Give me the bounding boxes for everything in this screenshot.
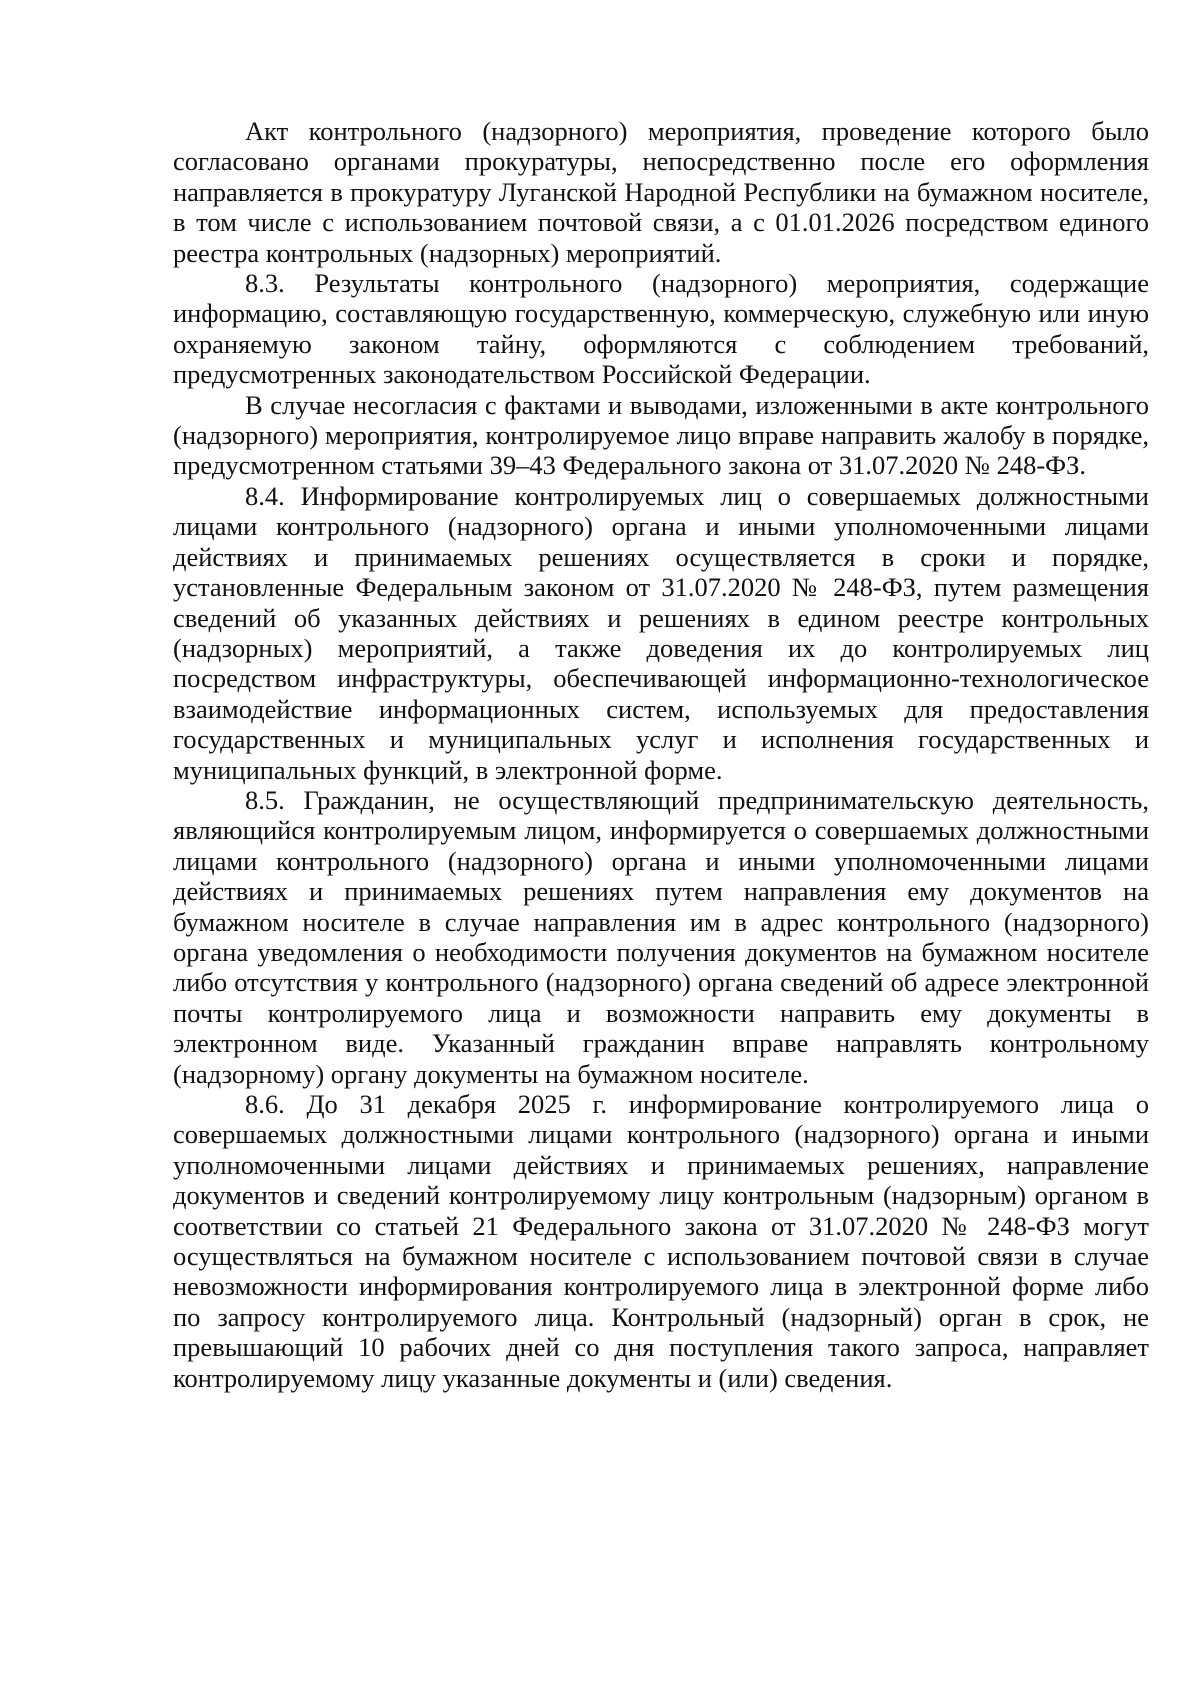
paragraph-act-submission: Акт контрольного (надзорного) мероприятия, проведение которого было согласовано органами прокуратуры, непосредственно после его оформления направляется в прокуратуру Луганской Народной Республики на бумажном носителе, в том числе с использованием почтовой связи, а с 01.01.2026 посредством единого реестра контрольных (надзорных) мероприятий. bbox=[173, 116, 1149, 268]
paragraph-8-3: 8.3. Результаты контрольного (надзорного) мероприятия, содержащие информацию, составляющую государственную, коммерческую, служебную или иную охраняемую законом тайну, оформляются с соблюдением требований, предусмотренных законодательством Российской Федерации. bbox=[173, 268, 1149, 390]
paragraph-8-5: 8.5. Гражданин, не осуществляющий предпринимательскую деятельность, являющийся контролируемым лицом, информируется о совершаемых должностными лицами контрольного (надзорного) органа и иными уполномоченными лицами действиях и принимаемых решениях путем направления ему документов на бумажном носителе в случае направления им в адрес контрольного (надзорного) органа уведомления о необходимости получения документов на бумажном носителе либо отсутствия у контрольного (надзорного) органа сведений об адресе электронной почты контролируемого лица и возможности направить ему документы в электронном виде. Указанный гражданин вправе направлять контрольному (надзорному) органу документы на бумажном носителе. bbox=[173, 784, 1149, 1089]
document-body bbox=[173, 116, 1149, 1393]
paragraph-8-6: 8.6. До 31 декабря 2025 г. информирование контролируемого лица о совершаемых должностными лицами контрольного (надзорного) органа и иными уполномоченными лицами действиях и принимаемых решениях, направление документов и сведений контролируемому лицу контрольным (надзорным) органом в соответствии со статьей 21 Федерального закона от 31.07.2020 № 248-ФЗ могут осуществляться на бумажном носителе с использованием почтовой связи в случае невозможности информирования контролируемого лица в электронной форме либо по запросу контролируемого лица. Контрольный (надзорный) орган в срок, не превышающий 10 рабочих дней со дня поступления такого запроса, направляет контролируемому лицу указанные документы и (или) сведения. bbox=[173, 1089, 1149, 1393]
paragraph-disagreement: В случае несогласия с фактами и выводами, изложенными в акте контрольного (надзорного) мероприятия, контролируемое лицо вправе направить жалобу в порядке, предусмотренном статьями 39–43 Федерального закона от 31.07.2020 № 248-ФЗ. bbox=[173, 389, 1149, 481]
paragraph-8-4: 8.4. Информирование контролируемых лиц о совершаемых должностными лицами контрольного (надзорного) органа и иными уполномоченными лицами действиях и принимаемых решениях осуществляется в сроки и порядке, установленные Федеральным законом от 31.07.2020 № 248-ФЗ, путем размещения сведений об указанных действиях и решениях в едином реестре контрольных (надзорных) мероприятий, а также доведения их до контролируемых лиц посредством инфраструктуры, обеспечивающей информационно-технологическое взаимодействие информационных систем, используемых для предоставления государственных и муниципальных услуг и исполнения государственных и муниципальных функций, в электронной форме. bbox=[173, 480, 1149, 785]
